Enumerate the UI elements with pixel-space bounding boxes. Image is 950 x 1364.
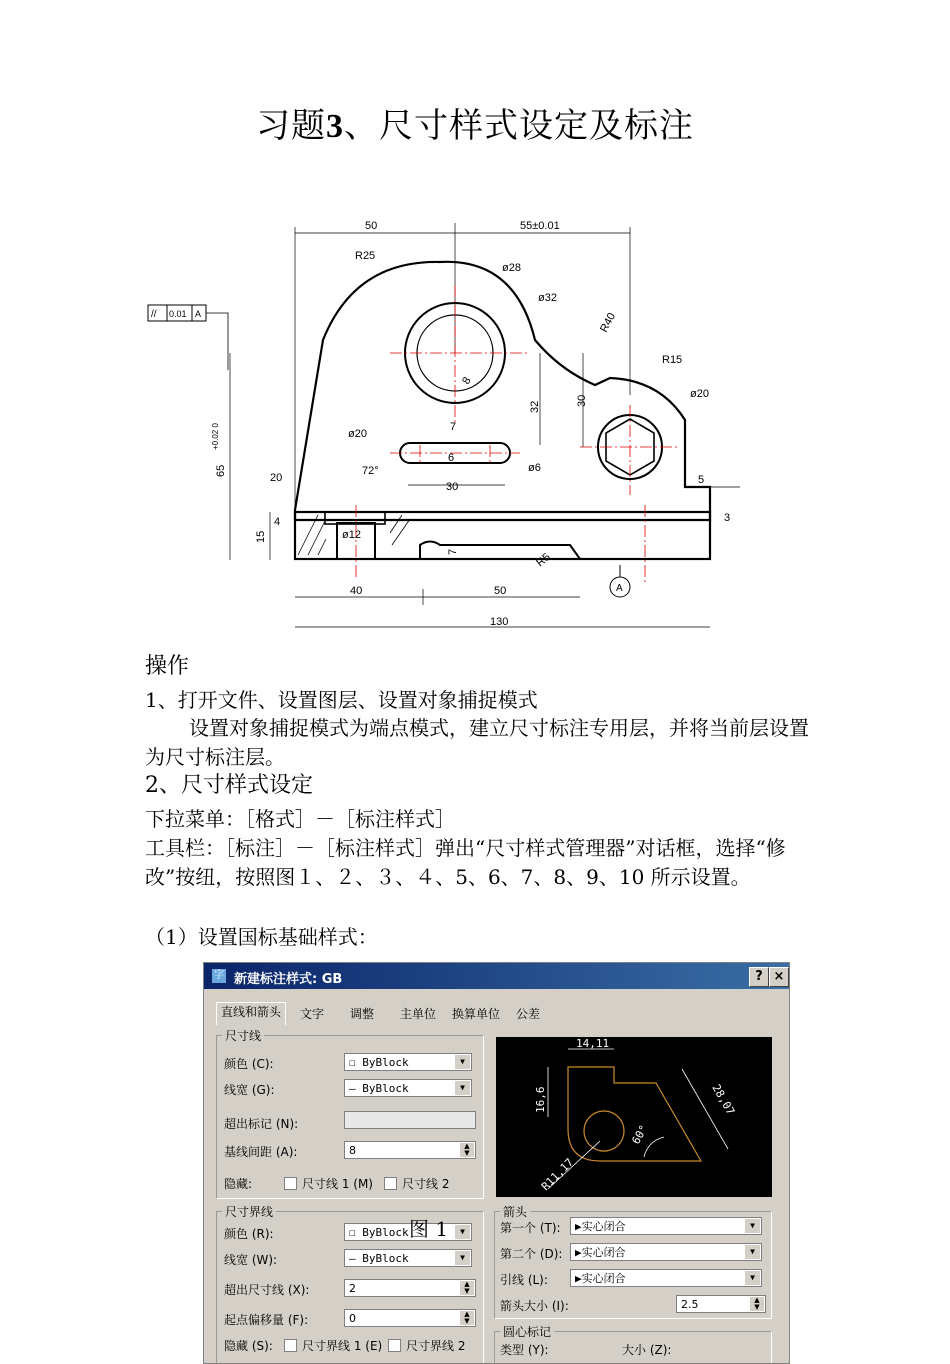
extline-lineweight-label: 线宽 (W): [224,1253,278,1267]
leader-arrow-select[interactable]: ▶实心闭合 ▼ [570,1269,762,1287]
dim-phi6: ø6 [528,462,541,474]
dim-7-groove: 7 [447,548,459,555]
dim-50-bottom: 50 [494,585,507,597]
extline-color-select[interactable]: ☐ ByBlock ▼ [344,1223,472,1241]
dim-20: 20 [270,472,283,484]
dim-32: 32 [529,400,541,413]
dim-r15: R15 [662,354,683,366]
dim-phi12: ø12 [342,529,361,541]
dimension-style-dialog [203,962,790,1364]
style-preview [496,1037,772,1197]
tab-fit[interactable]: 调整 [350,1007,375,1021]
dim-30-vertical: 30 [576,394,588,407]
dim-r25: R25 [355,250,376,262]
preview-dim-1: 14,11 [576,1037,610,1050]
dimline-group-label: 尺寸线 [222,1027,264,1044]
chevron-down-icon: ▼ [455,1081,470,1095]
extend-ticks-input[interactable] [344,1111,476,1129]
dimline-hide-label: 隐藏: [224,1177,253,1191]
hide-extline2-checkbox[interactable] [388,1339,401,1352]
preview-angle: 60° [629,1122,651,1147]
extend-beyond-input[interactable]: 2 ▲ ▼ [344,1279,476,1297]
toolbar-instruction: 工具栏：［标注］－［标注样式］弹出“尺寸样式管理器”对话框，选择“修改”按纽，按照图１、２、３、４、5、6、7、8、9、10 所示设置。 [145,836,786,889]
dim-40: 40 [350,585,363,597]
dim-55: 55±0.01 [520,220,560,232]
dim-8-key: 8 [460,375,474,387]
tab-tolerances[interactable]: 公差 [516,1007,541,1021]
hide-dimline2-checkbox[interactable] [384,1177,397,1190]
center-type-label: 类型 (Y): [500,1343,549,1357]
page-title: 习题3、尺寸样式设定及标注 [256,106,694,146]
section-heading-operation: 操作 [145,654,190,679]
tab-primary-units[interactable]: 主单位 [400,1007,437,1021]
tolerance-symbol: // [151,309,157,320]
spinner-icon[interactable]: ▲ ▼ [460,1281,474,1295]
step-1-paragraph: 设置对象捕捉模式为端点模式，建立尺寸标注专用层，并将当前层设置为尺寸标注层。 [145,716,809,769]
hide-dimline2-label: 尺寸线 2 [402,1177,450,1191]
help-button[interactable]: ? [749,967,769,987]
center-marks-group-label: 圆心标记 [500,1323,554,1340]
chevron-down-icon: ▼ [745,1245,760,1259]
dim-phi20-left: ø20 [348,428,367,440]
dim-65: 65 [215,464,227,477]
dim-5: 5 [698,474,705,486]
chevron-down-icon: ▼ [745,1219,760,1233]
extline-hide-label: 隐藏 (S): [224,1339,273,1353]
dim-phi32: ø32 [538,292,557,304]
dim-4: 4 [274,516,281,528]
tab-alternate-units[interactable]: 换算单位 [452,1007,501,1021]
step-2-heading: 2、尺寸样式设定 [145,773,313,798]
hide-dimline1-label: 尺寸线 1 (M) [302,1177,373,1191]
preview-radius: R11,17 [538,1155,577,1194]
chevron-down-icon: ▼ [745,1271,760,1285]
dim-130: 130 [490,616,509,628]
dimline-color-label: 颜色 (C): [224,1057,274,1071]
chevron-down-icon: ▼ [455,1055,470,1069]
hide-extline1-checkbox[interactable] [284,1339,297,1352]
dim-3: 3 [724,512,731,524]
tab-text[interactable]: 文字 [300,1007,325,1021]
chevron-down-icon: ▼ [455,1225,470,1239]
first-arrow-label: 第一个 (T): [500,1221,561,1235]
offset-origin-input[interactable]: 0 ▲ ▼ [344,1309,476,1327]
extline-lineweight-select[interactable]: — ByBlock ▼ [344,1249,472,1267]
extend-beyond-label: 超出尺寸线 (X): [224,1283,310,1297]
hide-extline2-label: 尺寸界线 2 [406,1339,466,1353]
tolerance-value: 0.01 [169,309,187,319]
first-arrow-select[interactable]: ▶实心闭合 ▼ [570,1217,762,1235]
offset-origin-label: 起点偏移量 (F): [224,1313,309,1327]
extline-group-label: 尺寸界线 [222,1203,276,1220]
extline-color-label: 颜色 (R): [224,1227,274,1241]
dimline-color-select[interactable]: ☐ ByBlock ▼ [344,1053,472,1071]
dim-50-top: 50 [365,220,378,232]
app-icon: 字 [214,970,224,981]
preview-dim-2: 16,6 [534,1086,547,1113]
close-button[interactable]: × [769,967,789,987]
dim-7-key: 7 [450,421,457,433]
substep-1: （1）设置国标基础样式： [145,925,378,949]
extend-ticks-label: 超出标记 (N): [224,1117,299,1131]
dialog-titlebar [204,963,789,989]
dimline-lineweight-select[interactable]: — ByBlock ▼ [344,1079,472,1097]
second-arrow-select[interactable]: ▶实心闭合 ▼ [570,1243,762,1261]
tolerance-datum: A [195,309,202,319]
chevron-down-icon: ▼ [455,1251,470,1265]
center-size-label: 大小 (Z): [622,1343,672,1357]
spinner-icon[interactable]: ▲ ▼ [460,1311,474,1325]
dim-6-slot: 6 [448,452,455,464]
dim-phi20-right: ø20 [690,388,709,400]
baseline-spacing-input[interactable]: 8 ▲ ▼ [344,1141,476,1159]
arrow-size-label: 箭头大小 (I): [500,1299,569,1313]
preview-dim-3: 28,07 [709,1082,738,1118]
dim-angle-72: 72° [362,465,379,477]
menu-instruction: 下拉菜单：［格式］－［标注样式］ [145,807,455,831]
tab-lines-arrows[interactable]: 直线和箭头 [216,1002,286,1025]
datum-a-symbol: A [616,583,623,594]
hide-dimline1-checkbox[interactable] [284,1177,297,1190]
hide-extline1-label: 尺寸界线 1 (E) [302,1339,383,1353]
dim-15: 15 [255,530,267,543]
preview-graphic [496,1037,772,1197]
dim-r5: R5 [534,551,553,570]
dialog-title: 新建标注样式: GB [234,972,343,987]
arrowheads-group-label: 箭头 [500,1203,530,1220]
dimline-lineweight-label: 线宽 (G): [224,1083,275,1097]
second-arrow-label: 第二个 (D): [500,1247,563,1261]
figure-caption: 图 1 [409,1217,449,1241]
dim-65-tolerance: +0.02 0 [211,423,220,450]
dim-30-slot: 30 [446,481,459,493]
dim-phi28: ø28 [502,262,521,274]
engineering-drawing [140,215,760,635]
spinner-icon[interactable]: ▲ ▼ [460,1143,474,1157]
arrow-size-input[interactable]: 2.5 ▲ ▼ [676,1295,766,1313]
step-1-title: 1、打开文件、设置图层、设置对象捕捉模式 [145,688,538,712]
spinner-icon[interactable]: ▲ ▼ [750,1297,764,1311]
baseline-spacing-label: 基线间距 (A): [224,1145,298,1159]
dim-r40: R40 [598,310,619,335]
leader-arrow-label: 引线 (L): [500,1273,548,1287]
